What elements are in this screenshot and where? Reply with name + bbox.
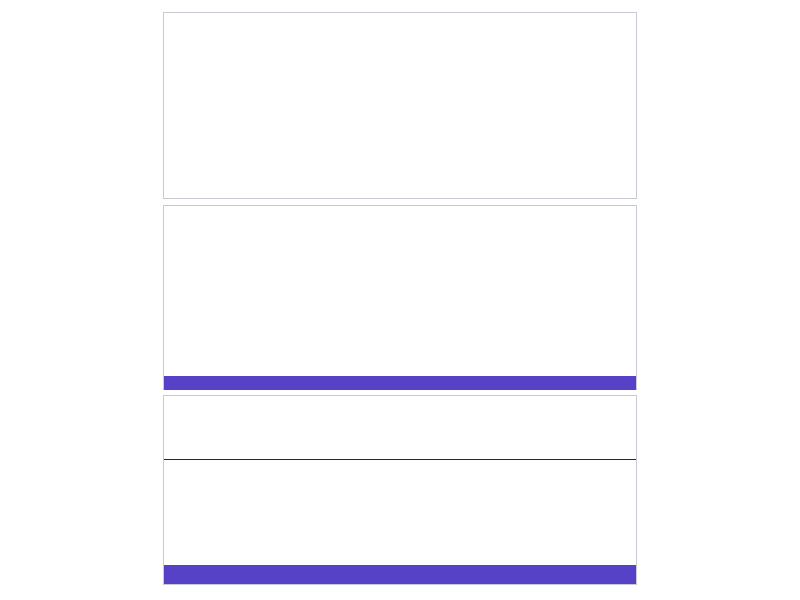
- nameday-row: [164, 451, 636, 460]
- year-overview-panel: [163, 205, 637, 390]
- weekly-planner-panel: [163, 395, 637, 585]
- notes-panel: [163, 12, 637, 199]
- bottom-bar: [164, 565, 636, 584]
- divider-bar: [164, 376, 636, 390]
